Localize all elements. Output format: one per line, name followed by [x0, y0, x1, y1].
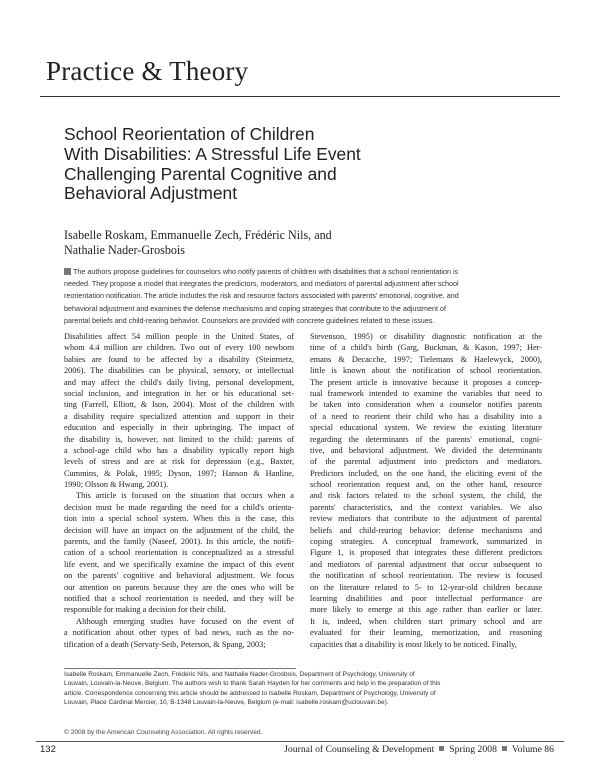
body-text-line: tual framework intended to examine the variables that need to: [310, 388, 542, 398]
body-text-line: school reorientation request and, on the other hand, resource: [310, 480, 542, 490]
body-text-line: ting (Farrell, Elliott, & Ison, 2004). Most of the children with: [64, 400, 294, 410]
square-separator-icon: [439, 746, 444, 751]
footer-rule: [36, 741, 564, 742]
affiliation-line: article. Correspondence concerning this article should be addressed to Isabelle Roskam, Department of Psychology, University of: [64, 689, 436, 697]
author-affiliation-note: [64, 670, 544, 708]
body-column-right: [310, 331, 542, 650]
body-text-line: emans & Decacche, 1997; Tielemans & Haelewyck, 2000),: [310, 354, 542, 364]
body-text-line: regarding the determinants of the parents' emotional, cogni-: [310, 434, 542, 444]
body-text-line: Disabilities affect 54 million people in the United States, of: [64, 332, 294, 341]
body-text-line: whom 4.4 million are children. Two out of every 100 newborn: [64, 343, 294, 353]
footnote-rule: [64, 668, 296, 669]
body-text-line: decision must be made regarding the need for a child's orienta-: [64, 502, 294, 512]
body-text-line: on the parents' cognitive and behavioral adjustment. We focus: [64, 571, 294, 581]
abstract-line: parental beliefs and child-rearing behavior. Counselors are provided with concrete guidelines related to these issues.: [64, 315, 435, 325]
journal-volume: Volume 86: [511, 744, 554, 755]
body-text-line: 2006). The disabilities can be physical, sensory, or intellectual: [64, 366, 294, 376]
body-text-line: Predictors included, on the one hand, the eliciting event of the: [310, 468, 542, 478]
affiliation-line: Louvain, Place Cardinal Mercier, 10, B-1348 Louvain-la-Neuve, Belgium (e-mail: isabelle.roskam@uclouvain.be).: [64, 699, 389, 707]
body-text-line: tive, and behavioral adjustment. We divided the determinants: [310, 445, 542, 455]
body-text-line: Stevenson, 1995) or disability diagnostic notification at the: [310, 332, 542, 341]
author-list: [64, 228, 534, 259]
body-text-line: review mediators that contribute to the adjustment of parental: [310, 514, 542, 524]
body-text-line: Cummins, & Polak, 1995; Dyson, 1997; Hanson & Hanline,: [64, 468, 294, 478]
body-text-line: and may affect the child's daily living, personal development,: [64, 377, 294, 387]
body-text-line: of the parental adjustment into predictors and mediators.: [310, 457, 542, 467]
affiliation-line: Isabelle Roskam, Emmanuelle Zech, Frédéric Nils, and Nathalie Nader-Grosbois, Department of Psychology, University of: [64, 671, 415, 678]
abstract-line-first: [64, 266, 542, 278]
body-text-line: parents, and the family (Naseef, 2001). In this article, the notifi-: [64, 537, 294, 547]
body-text-line: It is, indeed, when children start primary school and are: [310, 616, 542, 626]
section-heading: Practice & Theory: [46, 56, 249, 86]
body-text-line: little is known about the notification of school reorientation.: [310, 366, 542, 376]
body-text-line: Figure 1, is proposed that integrates these different predictors: [310, 548, 542, 558]
abstract-line: behavioral adjustment and examines the defense mechanisms and coping strategies that contribute to the adjustment of: [64, 303, 446, 313]
body-text-line: our attention on parents because they are the ones who will be: [64, 582, 294, 592]
body-text-line: education and especially in their upbringing. The impact of: [64, 423, 294, 433]
body-text-line: parents' characteristics, and the context variables. We also: [310, 502, 542, 512]
body-text-line: a notification about other types of bad news, such as the no-: [64, 628, 294, 638]
header-rule: [40, 96, 560, 97]
body-text-line: beliefs and child-rearing behavior: defense mechanisms and: [310, 525, 542, 535]
body-text-line: more likely to emerge at this age rather than earlier or later.: [310, 605, 542, 615]
body-text-line: Although emerging studies have focused on the event of: [76, 616, 294, 626]
body-text-line: and risk factors related to the school system, the child, the: [310, 491, 542, 501]
copyright-notice: © 2008 by the American Counseling Association. All rights reserved.: [64, 729, 263, 736]
square-bullet-icon: [64, 268, 71, 275]
title-line: Challenging Parental Cognitive and: [64, 163, 337, 184]
body-text-line: the notification of school reorientation. The review is focused: [310, 571, 542, 581]
author-line: Isabelle Roskam, Emmanuelle Zech, Frédéric Nils, and: [64, 228, 332, 242]
body-text-line: The present article is innovative because it proposes a concep-: [310, 377, 542, 387]
body-text-line: coping strategies. A conceptual framework, summarized in: [310, 537, 542, 547]
journal-issue: Spring 2008: [449, 744, 497, 755]
title-line: School Reorientation of Children: [64, 124, 315, 144]
body-text-line: life event, and we specifically examine the impact of this event: [64, 559, 294, 569]
body-text-line: the disability is, however, not limited to the child: parents of: [64, 434, 294, 444]
author-line: Nathalie Nader-Grosbois: [64, 243, 185, 258]
body-text-line: time of a child's birth (Garg, Buckman, & Kason, 1997; Her-: [310, 343, 542, 353]
body-text-line: social inclusion, and integration in her or his educational set-: [64, 388, 294, 398]
abstract: [64, 266, 542, 327]
body-text-line: responsible for making a decision for their child.: [64, 605, 226, 615]
abstract-line: needed. They propose a model that integrates the predictors, moderators, and mediators of parental adjustment after school: [64, 279, 459, 289]
body-text-line: on the literature related to 5- to 12-year-old children because: [310, 582, 542, 592]
body-text-line: be taken into consideration when a counselor notifies parents: [310, 400, 542, 410]
body-text-line: and mediators of parental adjustment that occur subsequent to: [310, 559, 542, 569]
body-text-line: decision will have an impact on the adjustment of the child, the: [64, 525, 294, 535]
body-text-line: 1990; Olsson & Hwang, 2001).: [64, 480, 169, 490]
body-text-line: tification of a death (Servaty-Seib, Peterson, & Spang, 2003;: [64, 639, 266, 649]
body-text-line: special educational system. We review the existing literature: [310, 423, 542, 433]
body-text-line: This article is focused on the situation that occurs when a: [76, 491, 294, 501]
title-line: Behavioral Adjustment: [64, 183, 238, 204]
body-text-line: a disability require specialized attention and support in their: [64, 411, 294, 421]
body-text-line: evaluated for their learning, memorization, and reasoning: [310, 628, 542, 638]
body-text-line: a school-age child who has a disability typically report high: [64, 445, 294, 455]
body-text-line: learning disabilities and poor intellectual performance are: [310, 593, 542, 603]
body-text-line: babies are found to be affected by a disability (Steinmetz,: [64, 354, 294, 364]
title-line: With Disabilities: A Stressful Life Event: [64, 143, 361, 164]
body-text-line: cation of a school reorientation is conceptualized as a stressful: [64, 548, 294, 558]
page-number: 132: [40, 744, 56, 755]
body-text-line: notified that a school reorientation is needed, and they will be: [64, 593, 294, 603]
body-text-line: of a need to reorient their child who has a disability into a: [310, 411, 542, 421]
body-text-line: capacities that a disability is most likely to be noticed. Finally,: [310, 639, 517, 649]
abstract-line: reorientation notification. The article includes the risk and resource factors associated with parents' emotional, cognitive, and: [64, 291, 459, 301]
journal-footer: [284, 744, 554, 755]
abstract-text: The authors propose guidelines for counselors who notify parents of children with disabilities that a school reorientation is: [73, 267, 459, 276]
body-text-line: levels of stress and are at risk for depression (e.g., Baxter,: [64, 457, 294, 467]
article-title: [64, 125, 534, 204]
body-text-line: tion into a special school system. When this is the case, this: [64, 514, 294, 524]
affiliation-line: Louvain, Louvain-la-Neuve, Belgium. The authors wish to thank Sarah Hayden for her comments and help in the preparation of this: [64, 680, 441, 688]
body-column-left: [64, 331, 294, 650]
journal-name: Journal of Counseling & Development: [284, 744, 435, 755]
square-separator-icon: [502, 746, 507, 751]
